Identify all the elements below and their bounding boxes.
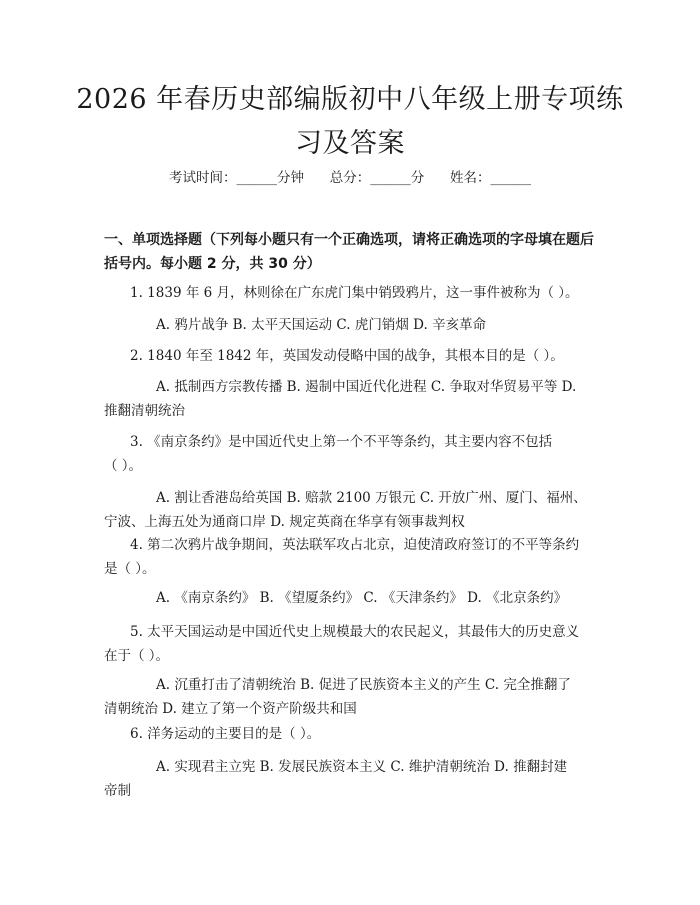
title-line-1: 2026 年春历史部编版初中八年级上册专项练 xyxy=(76,84,624,115)
question-5-stem: 5. 太平天国运动是中国近代史上规模最大的农民起义，其最伟大的历史意义 在于（ ）。 xyxy=(104,624,580,664)
exam-info-line xyxy=(0,168,700,188)
title-line-2: 习及答案 xyxy=(295,128,405,159)
question-6-stem: 6. 洋务运动的主要目的是（ ）。 xyxy=(130,726,321,742)
question-4-stem: 4. 第二次鸦片战争期间，英法联军攻占北京，迫使清政府签订的不平等条约 是（ ）。 xyxy=(104,537,580,577)
question-6-options: A. 实现君主立宪 B. 发展民族资本主义 C. 维护清朝统治 D. 推翻封建 帝制 xyxy=(104,759,568,799)
question-1-stem: 1. 1839 年 6 月，林则徐在广东虎门集中销毁鸦片，这一事件被称为（ ）。 xyxy=(130,285,579,301)
question-2-options: A. 抵制西方宗教传播 B. 遏制中国近代化进程 C. 争取对华贸易平等 D. 推翻清朝统治 xyxy=(104,379,577,419)
section-heading-line-1: 一、单项选择题（下列每小题只有一个正确选项，请将正确选项的字母填在题后 xyxy=(104,232,594,248)
question-3-options: A. 割让香港岛给英国 B. 赔款 2100 万银元 C. 开放广州、厦门、福州、 宁波、上海五处为通商口岸 D. 规定英商在华享有领事裁判权 xyxy=(104,490,587,530)
exam-info-text: 考试时间：______分钟 总分：______分 姓名：______ xyxy=(169,170,531,186)
question-5-options: A. 沉重打击了清朝统治 B. 促进了民族资本主义的产生 C. 完全推翻了 清朝统治 D. 建立了第一个资产阶级共和国 xyxy=(104,677,571,717)
document-title xyxy=(70,78,630,166)
question-3-stem: 3. 《南京条约》是中国近代史上第一个不平等条约，其主要内容不包括 （ ）。 xyxy=(104,434,553,474)
section-heading xyxy=(104,228,604,276)
question-1-options: A. 鸦片战争 B. 太平天国运动 C. 虎门销烟 D. 辛亥革命 xyxy=(156,317,487,333)
section-heading-line-2: 括号内。每小题 2 分，共 30 分） xyxy=(104,256,321,272)
question-2-stem: 2. 1840 年至 1842 年，英国发动侵略中国的战争，其根本目的是（ ）。 xyxy=(130,348,564,364)
question-4-options: A. 《南京条约》 B. 《望厦条约》 C. 《天津条约》 D. 《北京条约》 xyxy=(156,590,568,606)
